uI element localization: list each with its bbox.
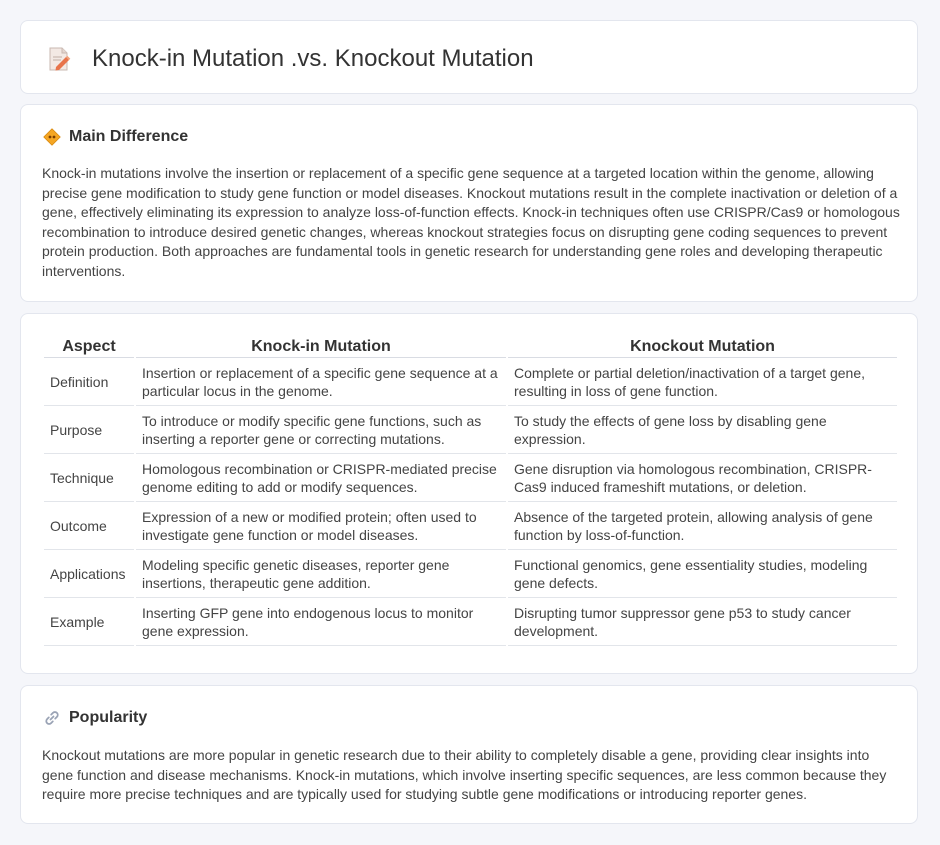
page-title: Knock-in Mutation .vs. Knockout Mutation: [92, 45, 534, 72]
row-knockout: Complete or partial deletion/inactivation of a target gene, resulting in loss of gene function.: [508, 358, 897, 406]
section-title: Main Difference: [69, 128, 189, 145]
row-aspect: Outcome: [44, 502, 134, 550]
row-aspect: Technique: [44, 454, 134, 502]
row-knockout: To study the effects of gene loss by disabling gene expression.: [508, 406, 897, 454]
main-difference-text: Knock-in mutations involve the insertion or replacement of a specific gene sequence at a targeted location within the genome, allowing precise gene modification to study gene function or model diseases. Knockout mutations result in the complete inactivation or deletion of a gene, effectively eliminating its expression to analyze loss-of-function effects. Knock-in techniques often use CRISPR/Cas9 or homologous recombination to introduce desired genetic changes, whereas knockout strategies focus on disrupting gene coding sequences to prevent protein production. Both approaches are fundamental tools in genetic research for understanding gene roles and developing therapeutic interventions.: [42, 165, 900, 279]
table-row: [44, 598, 897, 646]
row-knockout: Functional genomics, gene essentiality studies, modeling gene defects.: [508, 550, 897, 598]
table-row: [44, 502, 897, 550]
table-row: [44, 550, 897, 598]
row-aspect: Applications: [44, 550, 134, 598]
table-row: [44, 406, 897, 454]
document-pencil-icon: [47, 46, 71, 72]
row-knock-in: Modeling specific genetic diseases, reporter gene insertions, therapeutic gene addition.: [136, 550, 506, 598]
header-aspect: Aspect: [44, 336, 134, 358]
popularity-card: [20, 685, 918, 824]
row-knock-in: Insertion or replacement of a specific gene sequence at a particular locus in the genome.: [136, 358, 506, 406]
row-aspect: Example: [44, 598, 134, 646]
section-title: Popularity: [69, 709, 148, 726]
row-knockout: Gene disruption via homologous recombination, CRISPR-Cas9 induced frameshift mutations, or deletion.: [508, 454, 897, 502]
row-aspect: Purpose: [44, 406, 134, 454]
comparison-table: [42, 336, 899, 646]
header-knockout: Knockout Mutation: [508, 336, 897, 358]
main-difference-heading: [43, 127, 188, 147]
table-header-row: [44, 336, 897, 358]
header-card: [20, 20, 918, 94]
link-icon: [43, 709, 61, 727]
diamond-badge-icon: [43, 128, 61, 146]
table-row: [44, 454, 897, 502]
row-knock-in: To introduce or modify specific gene functions, such as inserting a reporter gene or correcting mutations.: [136, 406, 506, 454]
row-knockout: Disrupting tumor suppressor gene p53 to study cancer development.: [508, 598, 897, 646]
comparison-card: [20, 313, 918, 674]
row-knock-in: Expression of a new or modified protein; often used to investigate gene function or model diseases.: [136, 502, 506, 550]
main-difference-card: [20, 104, 918, 302]
table-row: [44, 358, 897, 406]
row-knock-in: Homologous recombination or CRISPR-mediated precise genome editing to add or modify sequences.: [136, 454, 506, 502]
popularity-text: Knockout mutations are more popular in genetic research due to their ability to completely disable a gene, providing clear insights into gene function and disease mechanisms. Knock-in mutations, which involve inserting specific sequences, are less common because they require more precise techniques and are typically used for studying subtle gene modifications or introducing reporter genes.: [42, 747, 887, 802]
header-knock-in: Knock-in Mutation: [136, 336, 506, 358]
row-knockout: Absence of the targeted protein, allowing analysis of gene function by loss-of-function.: [508, 502, 897, 550]
row-aspect: Definition: [44, 358, 134, 406]
row-knock-in: Inserting GFP gene into endogenous locus to monitor gene expression.: [136, 598, 506, 646]
popularity-heading: [43, 708, 147, 728]
